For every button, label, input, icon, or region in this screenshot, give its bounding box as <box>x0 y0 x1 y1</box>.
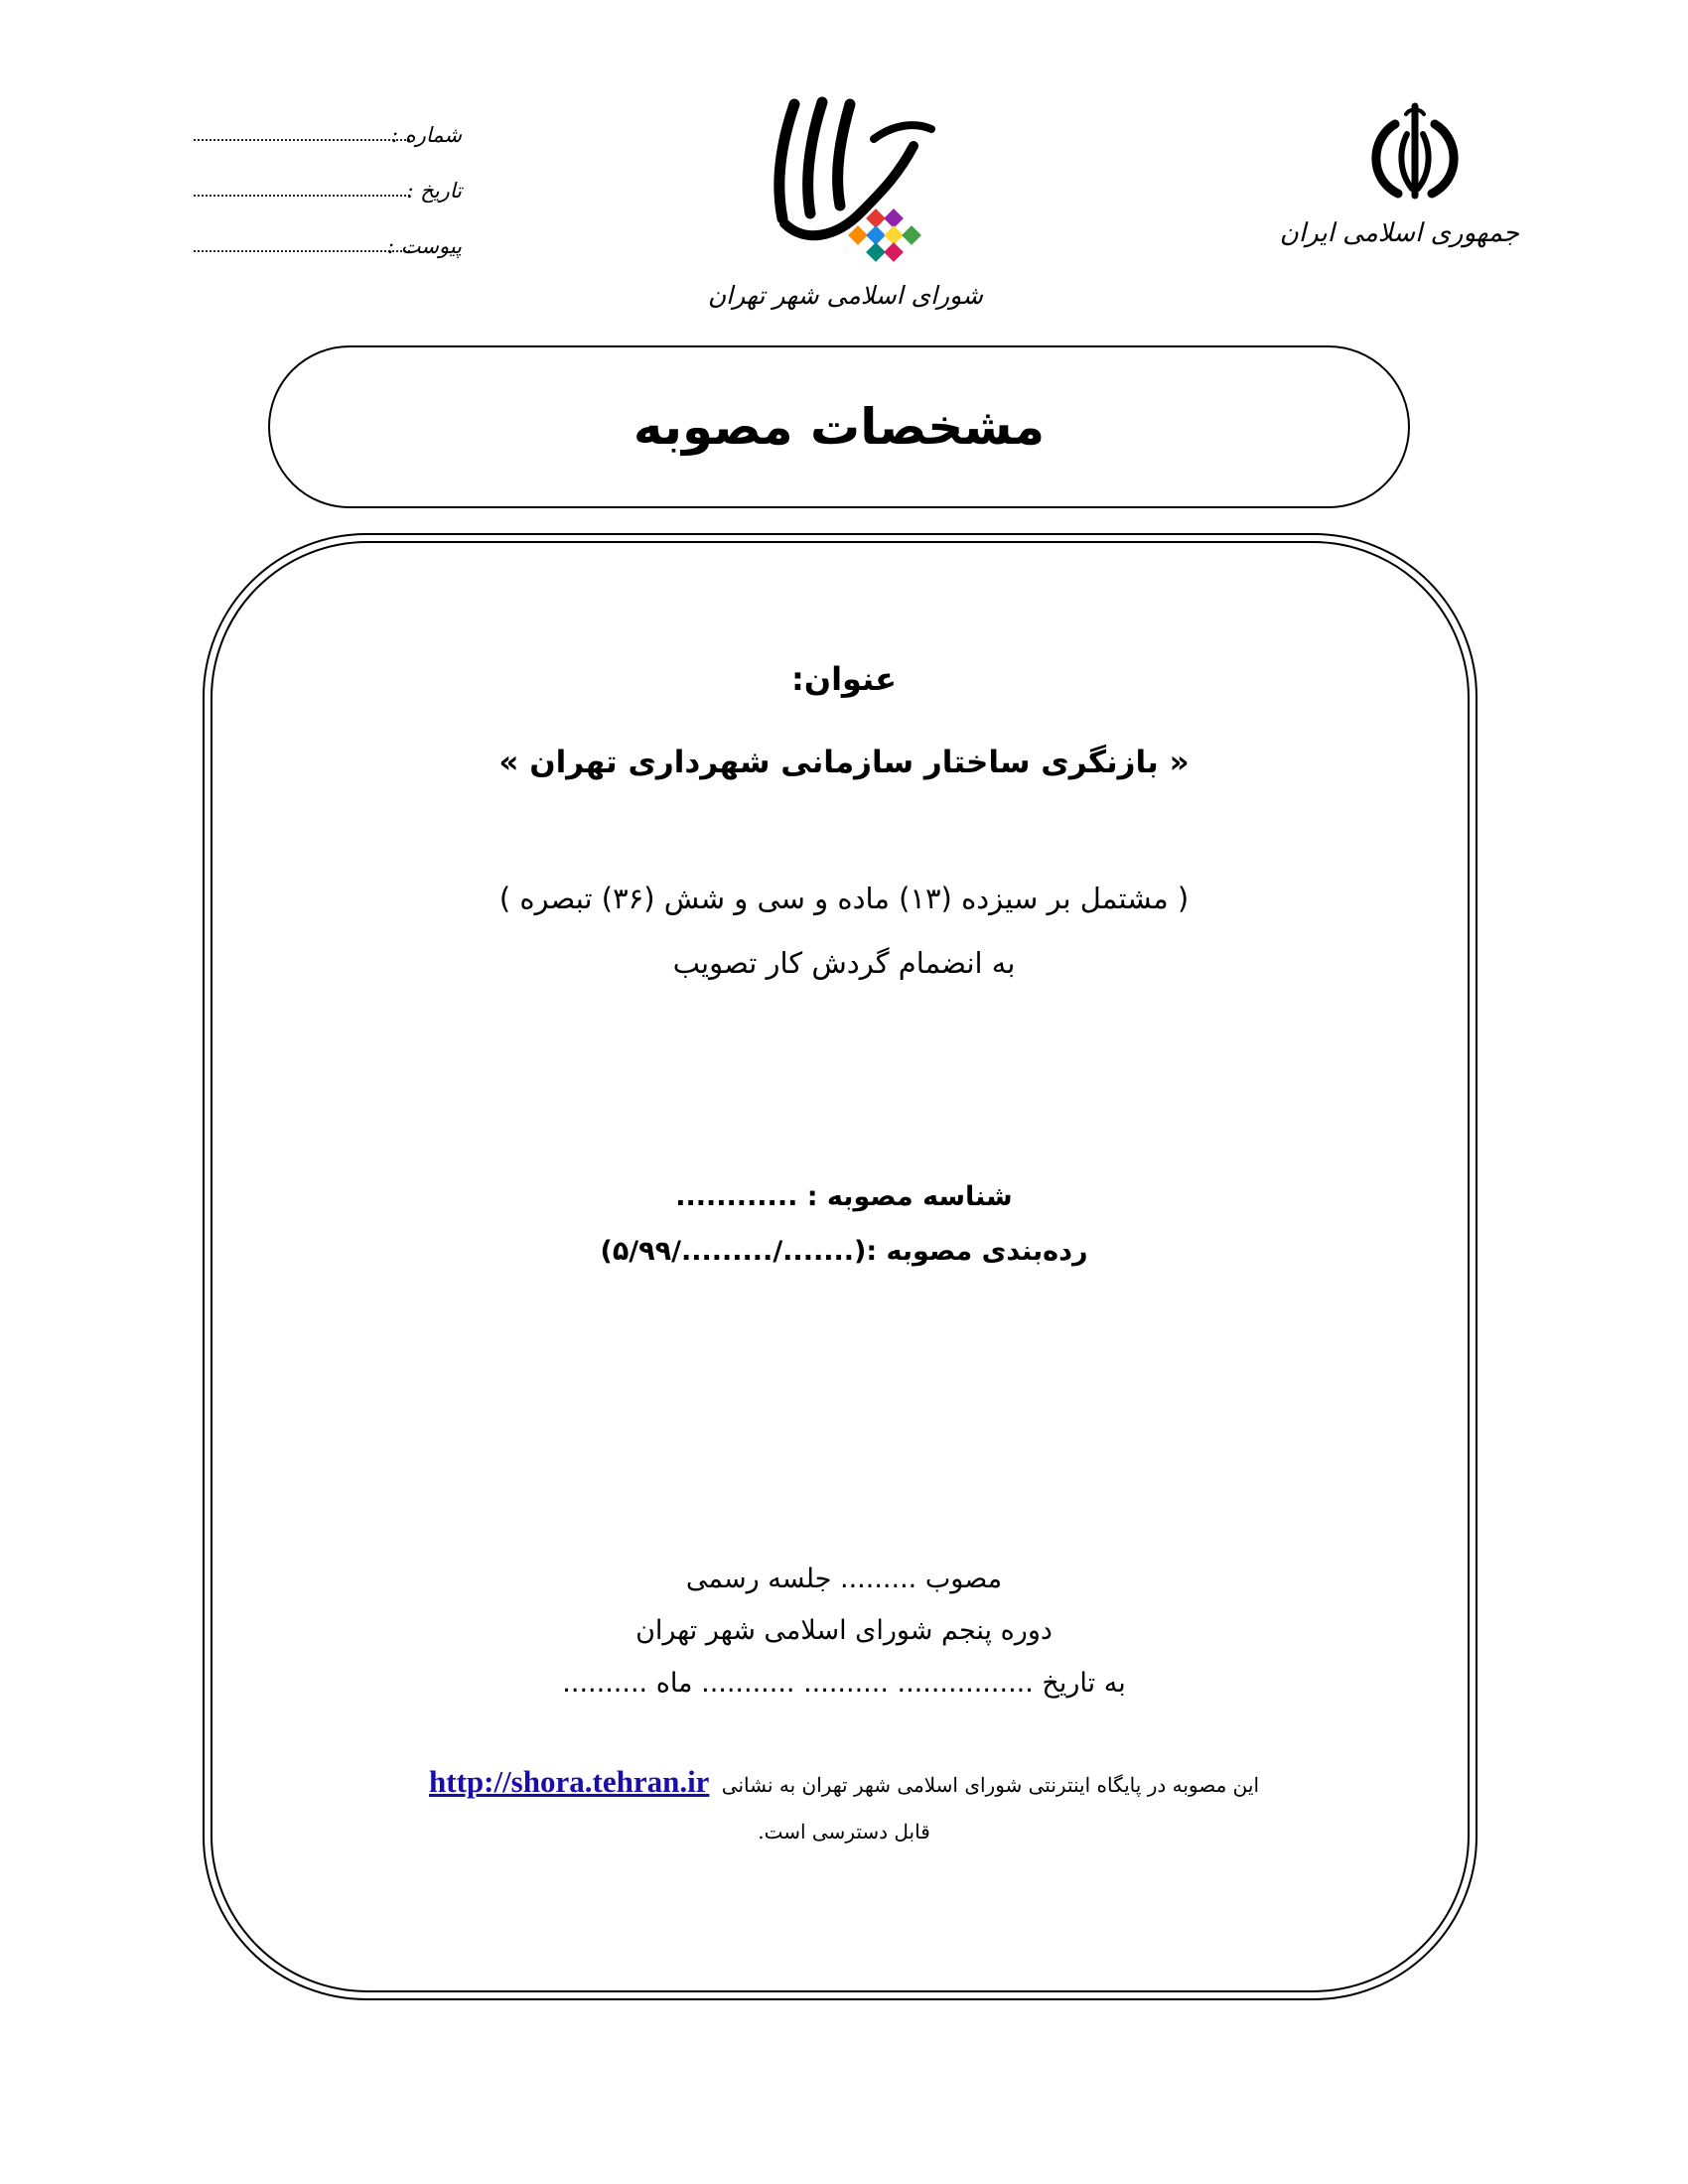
classification-line: رده‌بندی مصوبه :(......./........./۵/۹۹) <box>600 1236 1088 1267</box>
banner-title: مشخصات مصوبه <box>633 398 1046 456</box>
footnote-text: این مصوبه در پایگاه اینترنتی شورای اسلامی شهر تهران به نشانی <box>721 1773 1259 1797</box>
number-label: شماره : <box>390 123 462 147</box>
footnote-end: قابل دسترسی است. <box>758 1820 930 1843</box>
scope-line: ( مشتمل بر سیزده (۱۳) ماده و سی و شش (۳۶) تبصره ) <box>498 882 1190 915</box>
shora-website-link[interactable]: http://shora.tehran.ir <box>429 1764 710 1799</box>
attachment-label: پیوست : <box>387 234 462 258</box>
emblem-caption: جمهوری اسلامی ایران <box>1279 218 1519 248</box>
number-field-dots <box>194 139 410 141</box>
council-logo <box>707 94 983 333</box>
date-field <box>194 173 462 203</box>
iran-emblem-icon <box>1311 94 1519 213</box>
term-line: دوره پنجم شورای اسلامی شهر تهران <box>635 1615 1053 1646</box>
subject-label: عنوان: <box>790 660 898 698</box>
title-banner <box>268 345 1410 508</box>
attachment-field <box>194 228 462 258</box>
resolution-id-line: شناسه مصوبه : ............ <box>675 1181 1013 1212</box>
subject-title: « بازنگری ساختار سازمانی شهرداری تهران » <box>498 745 1190 780</box>
council-logo-mark-icon <box>725 94 983 278</box>
footnote <box>209 1764 1479 1800</box>
attachment-line: به انضمام گردش کار تصویب <box>672 946 1016 980</box>
number-field <box>194 117 462 147</box>
approval-line: مصوب ......... جلسه رسمی <box>685 1564 1003 1594</box>
date-line: به تاریخ ................ .......... ........... ماه .......... <box>562 1668 1126 1699</box>
date-field-dots <box>194 195 410 197</box>
date-label: تاریخ : <box>406 179 462 203</box>
iran-emblem <box>1279 94 1519 268</box>
council-logo-caption: شورای اسلامی شهر تهران <box>707 281 983 310</box>
attachment-field-dots <box>194 250 410 252</box>
